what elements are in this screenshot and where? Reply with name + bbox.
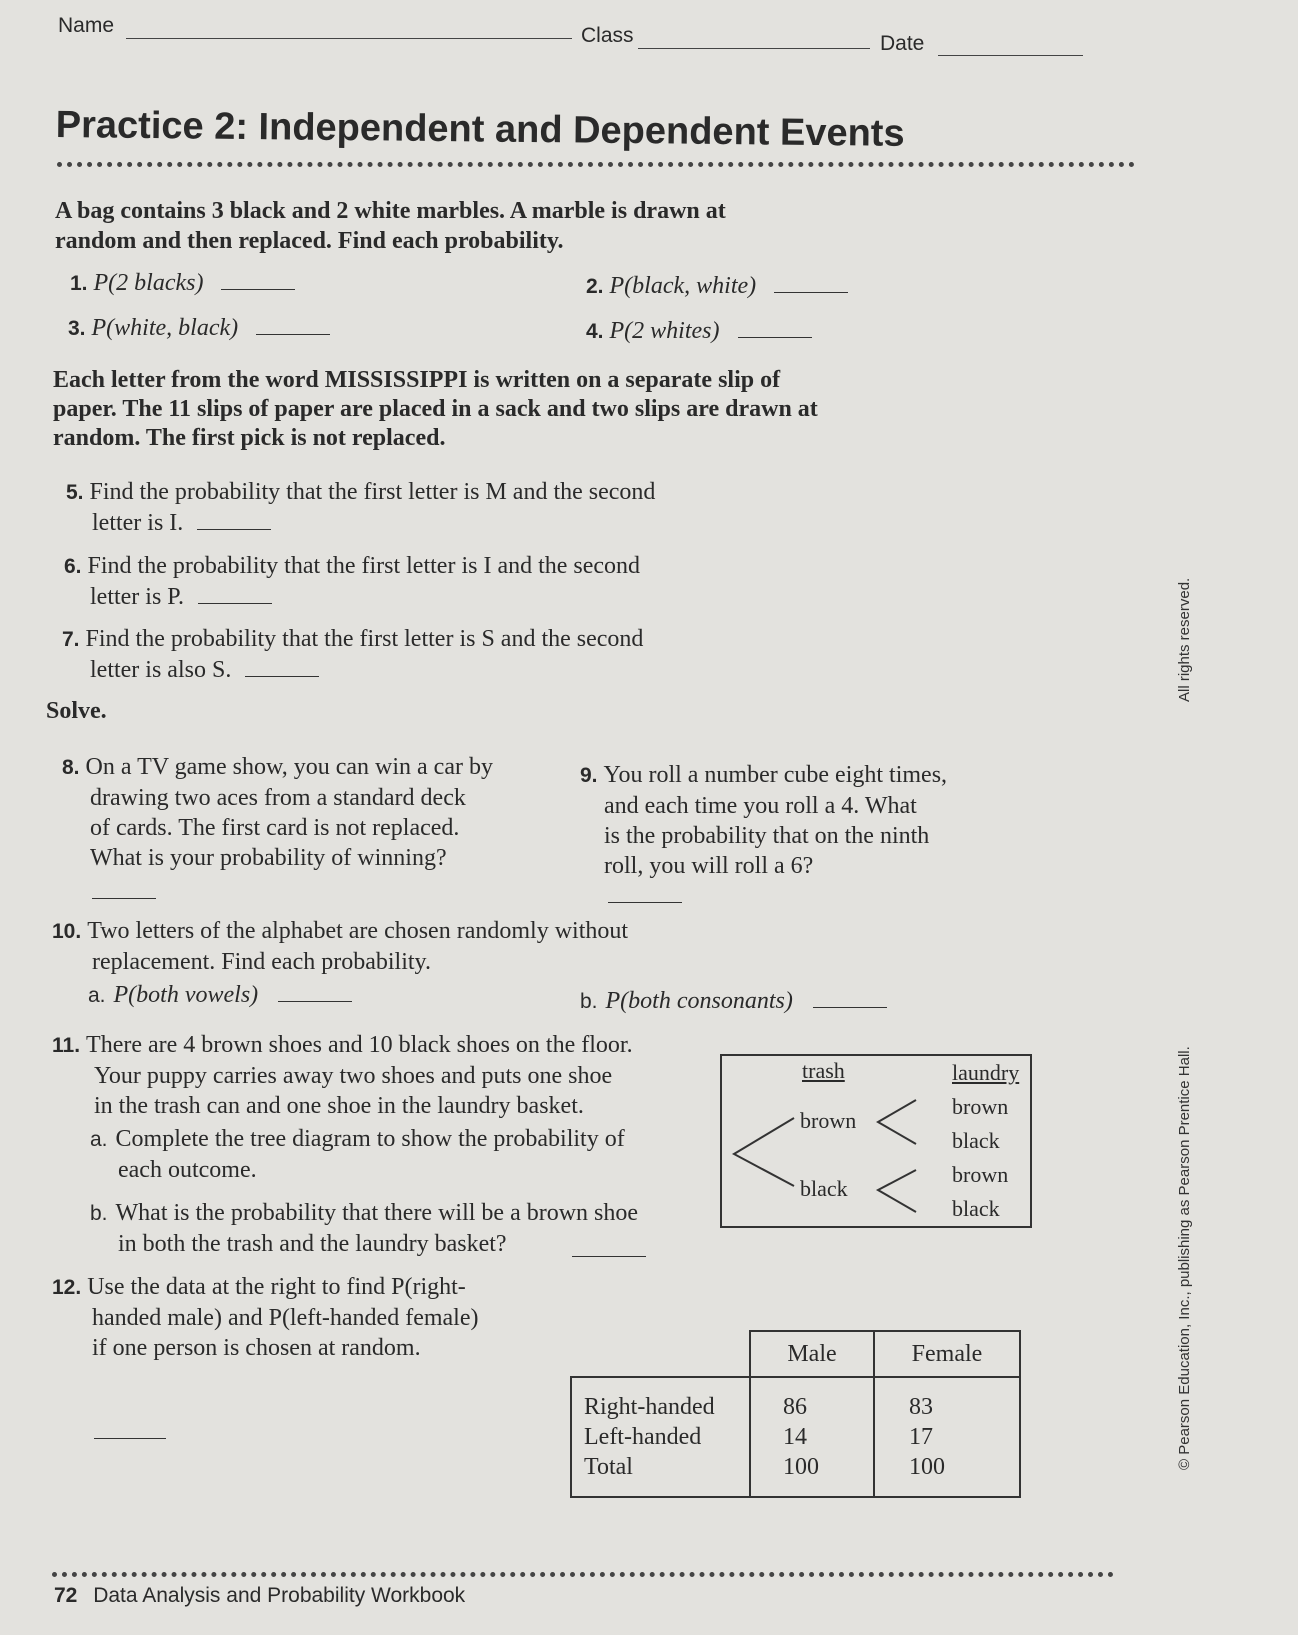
- tree-branch-black: black: [800, 1176, 848, 1201]
- q1-number: 1.: [70, 272, 88, 295]
- q10-number: 10.: [52, 920, 82, 943]
- q9-line2: and each time you roll a 4. What: [604, 793, 917, 819]
- row-label-left-handed: Left-handed: [584, 1424, 702, 1450]
- class-field[interactable]: [638, 48, 870, 49]
- footer: [54, 1584, 465, 1608]
- tree-leaf-black-1: black: [952, 1128, 1000, 1153]
- question-11a: [90, 1124, 710, 1185]
- q10b-label: b.: [580, 990, 598, 1013]
- male-right-handed: 86: [783, 1394, 807, 1420]
- name-field[interactable]: [126, 38, 572, 39]
- q3-text: P(white, black): [91, 315, 239, 341]
- table-row-labels: [571, 1377, 750, 1497]
- q10a-text: P(both vowels): [113, 982, 259, 1008]
- q6-answer-line[interactable]: [198, 603, 272, 604]
- q10-line1: Two letters of the alphabet are chosen randomly without: [87, 918, 629, 944]
- q5-number: 5.: [66, 481, 84, 504]
- q9-line3: is the probability that on the ninth: [604, 823, 930, 849]
- q12-line1: Use the data at the right to find P(right-: [87, 1274, 466, 1300]
- tree-laundry-header: laundry: [952, 1060, 1020, 1085]
- q4-number: 4.: [586, 320, 604, 343]
- q2-answer-line[interactable]: [774, 292, 848, 293]
- q8-answer-line[interactable]: [92, 898, 156, 899]
- q8-line2: drawing two aces from a standard deck: [90, 785, 466, 811]
- q12-line2: handed male) and P(left-handed female): [92, 1305, 479, 1331]
- q6-line1: Find the probability that the first letter is I and the second: [87, 553, 641, 579]
- question-11: [52, 1030, 712, 1121]
- tree-trash-header: trash: [802, 1058, 845, 1083]
- q8-line4: What is your probability of winning?: [90, 845, 447, 871]
- section2-intro: Each letter from the word MISSISSIPPI is written on a separate slip of paper. The 11 slips of paper are placed in a sack and two slips are drawn at random. The first pick is not replaced.: [53, 367, 818, 451]
- q12-number: 12.: [52, 1276, 82, 1299]
- q1-answer-line[interactable]: [221, 289, 295, 290]
- question-4: [586, 316, 812, 347]
- tree-leaf-black-2: black: [952, 1196, 1000, 1221]
- female-right-handed: 83: [909, 1394, 933, 1420]
- section1-intro: A bag contains 3 black and 2 white marbles. A marble is drawn at random and then replaced. Find each probability.: [55, 198, 726, 254]
- tree-leaf-brown-1: brown: [952, 1094, 1009, 1119]
- female-left-handed: 17: [909, 1424, 933, 1450]
- q2-number: 2.: [586, 275, 604, 298]
- q11b-answer-line[interactable]: [572, 1256, 646, 1257]
- question-8: [62, 752, 562, 873]
- male-total: 100: [783, 1454, 819, 1480]
- q10b-answer-line[interactable]: [813, 1007, 887, 1008]
- q7-answer-line[interactable]: [245, 676, 319, 677]
- q2-text: P(black, white): [609, 273, 757, 299]
- q11-line3: in the trash can and one shoe in the laundry basket.: [94, 1093, 584, 1119]
- footer-book-title: Data Analysis and Probability Workbook: [93, 1584, 466, 1607]
- male-left-handed: 14: [783, 1424, 807, 1450]
- title-divider: [57, 162, 1135, 167]
- tree-leaf-brown-2: brown: [952, 1162, 1009, 1187]
- handedness-table: [570, 1330, 1021, 1498]
- footer-divider: [52, 1572, 1114, 1577]
- q11-line2: Your puppy carries away two shoes and puts one shoe: [94, 1063, 613, 1089]
- q6-number: 6.: [64, 555, 82, 578]
- q8-number: 8.: [62, 756, 80, 779]
- q4-text: P(2 whites): [609, 318, 720, 344]
- q9-line4: roll, you will roll a 6?: [604, 853, 814, 879]
- q3-number: 3.: [68, 317, 86, 340]
- solve-label: Solve.: [46, 698, 107, 724]
- q10-line2: replacement. Find each probability.: [92, 949, 431, 975]
- q12-line3: if one person is chosen at random.: [92, 1335, 421, 1361]
- footer-page-number: 72: [54, 1584, 78, 1607]
- question-10a: [88, 980, 352, 1011]
- class-label: Class: [581, 24, 634, 47]
- q11b-line2: in both the trash and the laundry basket?: [118, 1231, 507, 1257]
- table-corner: [571, 1331, 750, 1377]
- q10a-answer-line[interactable]: [278, 1001, 352, 1002]
- question-9: [580, 760, 1020, 881]
- q4-answer-line[interactable]: [738, 337, 812, 338]
- tree-diagram: [720, 1054, 1032, 1228]
- row-label-right-handed: Right-handed: [584, 1394, 715, 1420]
- q5-line1: Find the probability that the first letter is M and the second: [89, 479, 656, 505]
- q7-line2: letter is also S.: [90, 657, 232, 683]
- name-label: Name: [58, 14, 115, 37]
- q7-line1: Find the probability that the first letter is S and the second: [85, 626, 644, 652]
- q10a-label: a.: [88, 984, 106, 1007]
- tree-branch-brown: brown: [800, 1108, 857, 1133]
- row-label-total: Total: [584, 1454, 633, 1480]
- q6-line2: letter is P.: [90, 584, 184, 610]
- q8-line3: of cards. The first card is not replaced.: [90, 815, 460, 841]
- question-12: [52, 1272, 572, 1363]
- q11-number: 11.: [52, 1034, 81, 1057]
- q9-number: 9.: [580, 764, 598, 787]
- table-female-values: [874, 1377, 1020, 1497]
- q5-line2: letter is I.: [92, 510, 184, 536]
- q11a-line1: Complete the tree diagram to show the probability of: [115, 1126, 625, 1152]
- table-header-female: Female: [874, 1331, 1020, 1377]
- q10b-text: P(both consonants): [605, 988, 793, 1014]
- publisher-text: © Pearson Education, Inc., publishing as Pearson Prentice Hall.: [1176, 1046, 1193, 1470]
- q11a-line2: each outcome.: [118, 1157, 257, 1183]
- q11b-label: b.: [90, 1202, 108, 1225]
- question-10: [52, 916, 772, 977]
- question-11b: [90, 1198, 710, 1259]
- question-3: [68, 313, 330, 344]
- q11b-line1: What is the probability that there will be a brown shoe: [115, 1200, 639, 1226]
- question-10b: [580, 986, 887, 1017]
- question-5: [66, 477, 766, 538]
- q1-text: P(2 blacks): [93, 270, 204, 296]
- date-field[interactable]: [938, 55, 1083, 56]
- page-title: Practice 2: Independent and Dependent Events: [55, 104, 905, 155]
- q11-line1: There are 4 brown shoes and 10 black shoes on the floor.: [86, 1032, 633, 1058]
- q7-number: 7.: [62, 628, 80, 651]
- q9-answer-line[interactable]: [608, 902, 682, 903]
- question-6: [64, 551, 764, 612]
- female-total: 100: [909, 1454, 945, 1480]
- question-7: [62, 624, 762, 685]
- question-2: [586, 271, 848, 302]
- question-1: [70, 268, 295, 299]
- q9-line1: You roll a number cube eight times,: [603, 762, 948, 788]
- q12-answer-line[interactable]: [94, 1438, 166, 1439]
- rights-reserved-text: All rights reserved.: [1176, 577, 1193, 702]
- table-header-male: Male: [750, 1331, 874, 1377]
- q3-answer-line[interactable]: [256, 334, 330, 335]
- q5-answer-line[interactable]: [197, 529, 271, 530]
- q8-line1: On a TV game show, you can win a car by: [85, 754, 493, 780]
- date-label: Date: [880, 32, 925, 55]
- q11a-label: a.: [90, 1128, 108, 1151]
- table-male-values: [750, 1377, 874, 1497]
